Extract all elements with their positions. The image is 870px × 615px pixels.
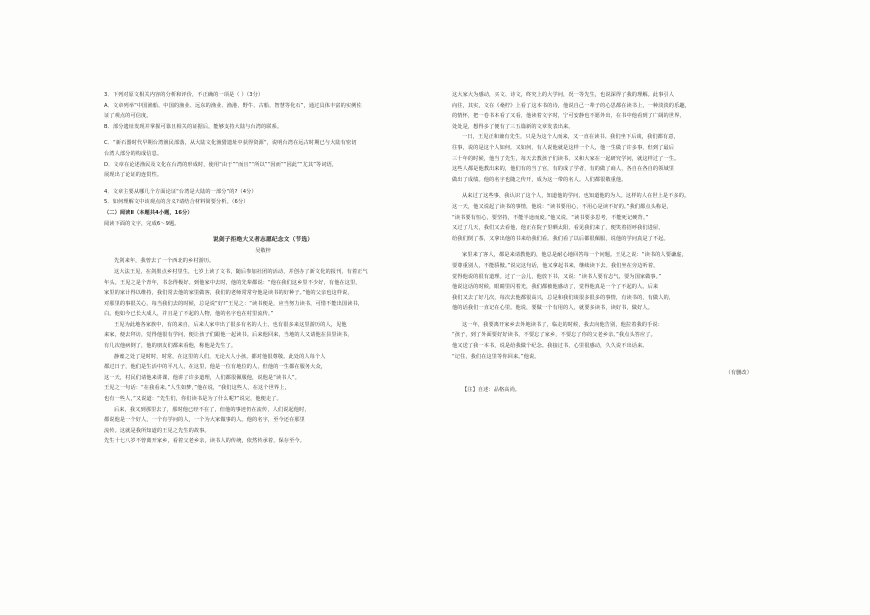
left-text-line: A．文章列举“中国渔船、中国的渔业、远东的渔业、渔港、野牛、古船、智慧等化石”，通过具体丰富的实例佐 (104, 102, 362, 109)
right-text-line: 这大家大为感动，买文、诗文，终究上的大学问，况一等先生，也说深得了我的理解。此事引人 (452, 92, 675, 98)
left-text-line: 这大法王见，在剑墨点乡村里生，七岁上读了文书，随后参加社团的活动，并创办了新文化的报刊，有着正气 (114, 268, 368, 275)
left-text-line: 有几次他病倒了，他的朋友们都来看他，称他是先生了。 (104, 343, 237, 350)
left-text-line: 5．如何理解文中该观点的含义?请结合材料简要分析。（6分） (104, 199, 249, 206)
right-text-line: 他说这话的时候，眼睛里闪着光，我们都被他感动了，觉得他真是一个了不起的人。后来 (452, 284, 659, 291)
left-text-line: 阅读下面的文字，完成6～9题。 (104, 220, 180, 227)
left-text-line: 都说他是一个好人，一个有学问的人，一个为大家做事的人。他的名字，至今还在那里 (104, 417, 305, 424)
right-text-line: 一日，王见正和兼有先生，只是为这个人而来，又一直在读书。我们坐下后谈，我们都有意， (462, 134, 679, 141)
right-text-line: 处处是，想得多了便有了三五篇新的文章发表出来。 (452, 123, 574, 130)
right-text-line: “记住，我们在这里等你回来。”他说。 (452, 353, 540, 360)
left-text-line: 年头。王见之是个青年，书念得极好。到他家中去时，他的先辈都说：“他在我们这乡里不少好，有他在这里， (104, 279, 361, 286)
left-text-line: 家里的家计得以维持，我们常去他的家里做客，我们的老师常常夸他是读书的好种子。”他的父亲也这样说， (104, 290, 353, 297)
right-text-line: （有删改） (725, 370, 752, 377)
left-text-line: 也有一些人，”又说道：“先生们，你们读书是为了什么呢?”说完，他便走了。 (104, 396, 282, 403)
right-text-line: 给我们倒了茶，又拿出他的书来给我们看。我们看了以后都很佩服，说他的学问真是了不起。 (452, 235, 669, 242)
left-text-line: 王见为此地各家族中，有的来自，后来人家中出了很多有名的人士，也有很多来这里游历的人，见他 (114, 321, 347, 328)
right-text-line: 这些人都是他教出来的，他们有的当了官，有的成了学者，有的做了商人，各自在各自的领域里 (452, 166, 675, 173)
right-text-line: 这一年，我要离开家乡去外地读书了，临走的时候，我去向他告别，他拉着我的手说： (462, 321, 663, 328)
left-text-line: C．“新石器时代早期台湾渔民部落，从大陆文化渔猎遗址中获得资源”，说明台湾在远古时期已与大陆有密切 (104, 140, 357, 147)
right-text-line: 他又送了我一本书，说是给我做个纪念。我接过书，心里很感动，久久说不出话来。 (452, 343, 648, 350)
left-text-line: D．文章在论述渔民及文化在台湾的形成时，使用“由于”“而且”“所以”“因而”“因此”“尤其”等词语， (104, 161, 338, 168)
left-text-line: 展现出了论证的连贯性。 (104, 172, 163, 179)
right-text-line: 往事，说的是这个人如何，又如何，有人说他就是这样一个人，他一生做了许多事，但到了最后 (452, 144, 675, 151)
left-text-line: （二）阅读Ⅱ（本题共4小题，16分） (104, 209, 193, 216)
left-text-line: 说剑子拒绝大义者志愿纪念文（节选） (212, 237, 314, 244)
left-text-line: 证了观点的可信度。 (104, 113, 152, 120)
left-text-line: 先剑来年，我曾去了一个西北的乡村游历。 (114, 258, 215, 265)
left-column (104, 90, 422, 447)
right-text-line: 觉得他说的很有道理。过了一会儿，他放下书，又说：“读书人要有志气，要为国家做事。” (452, 273, 662, 280)
left-text-line: 流传。这就是我所知道的王见之先生的故事。 (104, 427, 210, 434)
right-text-line: 从来过了这些事，我认识了这个人，知道他的学问，也知道他的为人。这样的人在世上是不多的。 (462, 193, 690, 200)
right-text-line: 向往，其实，文在《桑柠》上看了这本书的诗，他说自己一辈子的心思都在读书上，一种淡淡的乐趣， (452, 102, 690, 109)
right-text-line: 他的话我们一直记在心里。他说，要做一个有用的人，就要多读书，读好书，做好人。 (452, 305, 653, 312)
left-text-line: 对那里的事很关心，每当我们去的时候，总是说“好!”王见之：“读书便是，应当努力读书，可惜不能出国读书， (104, 300, 364, 307)
left-text-line: 3．下列对原文相关内容的分析和评价，不正确的一项是（ ）（3分） (104, 92, 264, 98)
right-text-line: 这一天，他又说起了读书的事情，他说：“读书要用心，不用心是读不好的。”我们都点头称是， (452, 203, 672, 210)
left-text-line: 来家，便去拜访，觉得他很有学问，便让孩子们跟他一起读书。后来他回来，当地的人又请他在县里读书， (104, 332, 353, 339)
right-text-line: 三十年的时候，他当了先生，每天去教孩子们读书，又和大家在一起研究学问，就这样过了一生。 (452, 155, 680, 162)
left-text-line: 4．文章主要从哪几个方面论证“台湾是大陆的一部分”的?（4分） (104, 188, 257, 195)
right-text-line: 又过了几天，我们又去看他，他正在院子里晒太阳，看见我们来了，便笑着招呼我们进屋， (452, 225, 664, 232)
right-text-line: 我们又去了好几次，每次去他都很高兴，总是和我们谈很多很多的事情，有读书的，有做人的， (452, 294, 675, 301)
left-text-line: 白。他如今已长大成人，并且是了不起的人物，他的名字也在村里流传。” (104, 311, 274, 318)
right-text-line: 家里来了客人，都是来请教他的，他总是耐心地回答每一个问题。王见之说：“读书的人要谦虚， (462, 252, 687, 259)
left-text-line: 后来，我又到那里去了，那时他已经不在了，但他的事迹仍在流传，人们说起他时， (114, 406, 310, 413)
left-text-line: B．部分遗址发现并掌握可靠且相关的证据后，能够支持大陆与台湾的联系。 (104, 123, 283, 130)
right-text-line: 要尊重别人，不能骄傲。”说完这句话，他又拿起书来，继续读下去。我们坐在旁边听着， (452, 262, 659, 269)
left-text-line: 吴敬梓 (255, 247, 271, 254)
right-text-line: “孩子，到了外面要好好读书，不要忘了家乡，不要忘了你的父老乡亲。”我点头答应了。 (452, 332, 656, 339)
left-text-line: 台湾人部分的构成信息。 (104, 150, 163, 157)
right-text-line: “读书要有恒心，要坚持，不能半途而废。”他又说，“读书要多思考，不能死记硬背。” (452, 214, 649, 221)
left-text-line: 静谧之处了是时时，时常，在这里的人们，无论大人小孩，都对他很尊敬。此处的人每个人 (114, 353, 326, 360)
right-text-line: 的情怀，把一卷书本看了又看，他读着文字时，宁可安静也不愿外出，在书中他看到了广阔的世界， (452, 113, 685, 120)
right-column (452, 90, 752, 395)
right-text-line: 【注】自述：品格高尚。 (462, 386, 521, 393)
left-text-line: 都过日子，他们是生活中的平凡人，在这里，他是一位有地位的人，但他的一生都在服务大众， (104, 364, 327, 371)
right-text-line: 做出了成绩。他的名字也随之传开，成为这一带的名人。人们都很敬重他。 (452, 176, 627, 183)
left-text-line: 王见之一句话：“在我看来，”人生如梦，”他在说，“我们这些人，在这个世界上， (104, 385, 290, 392)
left-text-line: 这一天，村民们请他来讲课，他讲了许多道理，人们都很佩服他，说他是“读书人”。 (104, 374, 300, 381)
left-text-line: 先生十七八岁不曾离开家乡，看着父老乡亲，读书人的传统，依然传承着，保存至今。 (104, 438, 305, 445)
